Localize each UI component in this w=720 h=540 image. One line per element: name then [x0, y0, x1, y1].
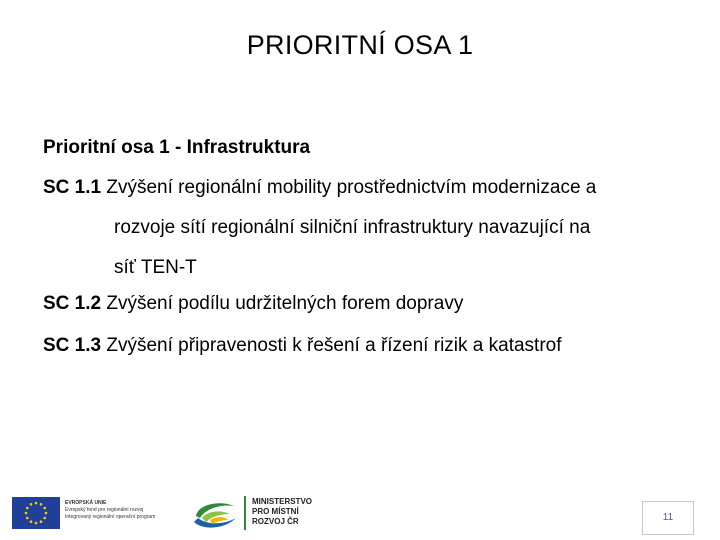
- objective-text-continued: síť TEN-T: [114, 257, 197, 278]
- mmr-logo-line: MINISTERSTVO: [252, 497, 313, 506]
- eu-logo-line: Integrovaný regionální operační program: [65, 514, 156, 520]
- objective-text-continued: rozvoje sítí regionální silniční infrastruktury navazující na: [114, 217, 591, 238]
- objective-label: SC 1.2: [43, 293, 102, 314]
- objective-label: SC 1.3: [43, 335, 102, 356]
- eu-flag-icon: [12, 497, 60, 529]
- objective-sc-1-1: [43, 176, 596, 200]
- slide-footer: [0, 488, 720, 540]
- objective-text: Zvýšení připravenosti k řešení a řízení rizik a katastrof: [106, 335, 562, 356]
- slide-title: PRIORITNÍ OSA 1: [246, 30, 474, 60]
- objective-label: SC 1.1: [43, 177, 102, 198]
- mmr-logo-line: PRO MÍSTNÍ: [252, 507, 299, 516]
- eu-logo-line: Evropský fond pro regionální rozvoj: [65, 507, 144, 513]
- mmr-logo-text: [252, 497, 312, 527]
- mmr-logo-icon: [190, 496, 240, 532]
- page-number-box: [642, 501, 694, 535]
- objective-sc-1-3: [43, 334, 562, 358]
- objective-text: Zvýšení regionální mobility prostřednictvím modernizace a: [106, 177, 597, 198]
- eu-logo-line: EVROPSKÁ UNIE: [65, 500, 107, 506]
- eu-logo-text: [65, 500, 187, 521]
- objective-sc-1-2: [43, 292, 463, 316]
- mmr-logo-line: ROZVOJ ČR: [252, 517, 299, 526]
- objective-text: Zvýšení podílu udržitelných forem dopravy: [106, 293, 464, 314]
- mmr-divider: [244, 496, 246, 530]
- slide-subtitle: Prioritní osa 1 - Infrastruktura: [43, 137, 311, 158]
- page-number: 11: [662, 512, 674, 523]
